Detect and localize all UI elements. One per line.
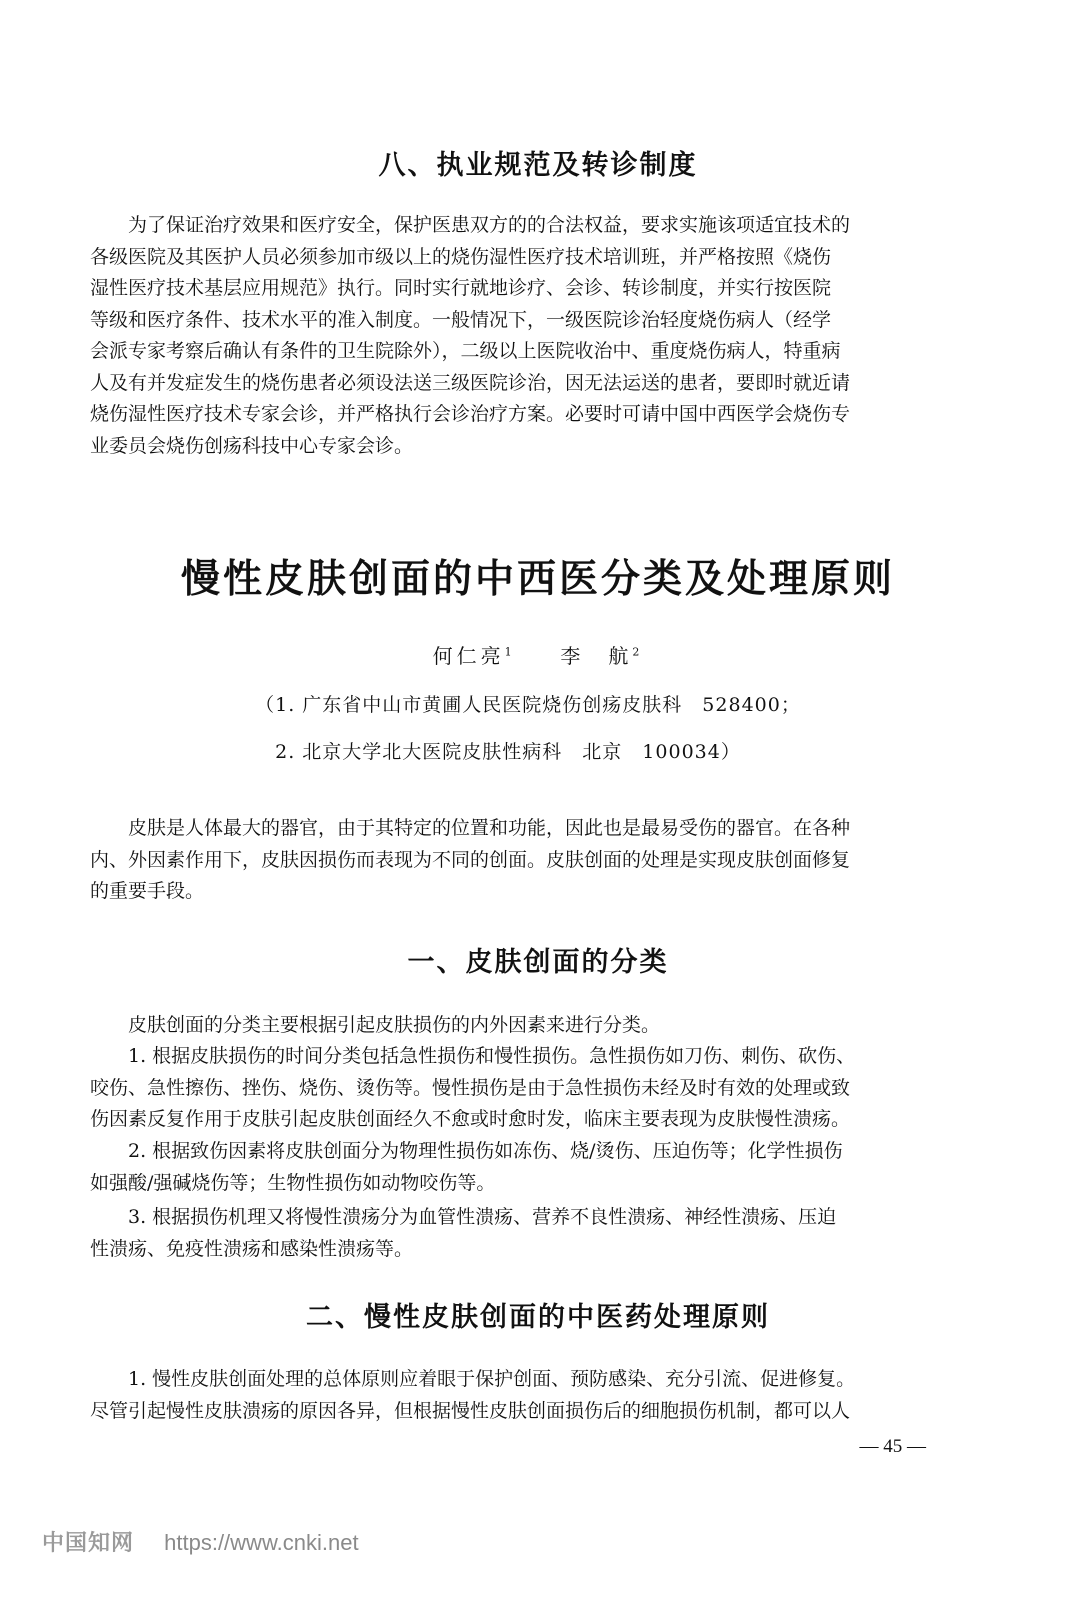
text-line: 咬伤、急性擦伤、挫伤、烧伤、烫伤等。慢性损伤是由于急性损伤未经及时有效的处理或致 <box>90 1076 851 1099</box>
page-number: — 45 — <box>859 1436 926 1457</box>
text-line: 内、外因素作用下，皮肤因损伤而表现为不同的创面。皮肤创面的处理是实现皮肤创面修复 <box>90 848 851 871</box>
section-heading-1: 一、皮肤创面的分类 <box>407 947 669 978</box>
section-2-item-1 <box>90 1364 930 1427</box>
text-line: 湿性医疗技术基层应用规范》执行。同时实行就地诊疗、会诊、转诊制度，并实行按医院 <box>90 277 832 299</box>
watermark-url: https://www.cnki.net <box>164 1530 359 1555</box>
section-heading-2: 二、慢性皮肤创面的中医药处理原则 <box>306 1302 770 1333</box>
section-1-paragraph <box>90 1010 930 1042</box>
text-line: 3. 根据损伤机理又将慢性溃疡分为血管性溃疡、营养不良性溃疡、神经性溃疡、压迫 <box>128 1206 837 1228</box>
text-line: 业委员会烧伤创疡科技中心专家会诊。 <box>90 434 414 457</box>
text-line: 皮肤是人体最大的器官，由于其特定的位置和功能，因此也是最易受伤的器官。在各种 <box>128 817 851 839</box>
intro-paragraph <box>90 813 930 908</box>
text-line: 的重要手段。 <box>90 880 205 902</box>
text-line: 人及有并发症发生的烧伤患者必须设法送三级医院诊治，因无法运送的患者，要即时就近请 <box>90 371 851 394</box>
section-1-item-1 <box>90 1041 930 1136</box>
section-1-item-3 <box>90 1202 930 1265</box>
text-line: 伤因素反复作用于皮肤引起皮肤创面经久不愈或时愈时发，临床主要表现为皮肤慢性溃疡。 <box>90 1108 851 1130</box>
text-line: 皮肤创面的分类主要根据引起皮肤损伤的内外因素来进行分类。 <box>128 1014 661 1036</box>
watermark-footer <box>42 1526 359 1557</box>
text-line: 性溃疡、免疫性溃疡和感染性溃疡等。 <box>90 1237 414 1260</box>
section-8-paragraph <box>90 210 930 462</box>
authors <box>0 640 1076 669</box>
author-name: 何仁亮 <box>432 644 505 668</box>
author-name: 李 航 <box>560 644 633 668</box>
text-line: 尽管引起慢性皮肤溃疡的原因各异，但根据慢性皮肤创面损伤后的细胞损伤机制，都可以人 <box>90 1399 851 1422</box>
text-line: 1. 慢性皮肤创面处理的总体原则应着眼于保护创面、预防感染、充分引流、促进修复。 <box>128 1368 856 1390</box>
affiliation-line: （1. 广东省中山市黄圃人民医院烧伤创疡皮肤科 528400； <box>255 694 801 716</box>
text-line: 2. 根据致伤因素将皮肤创面分为物理性损伤如冻伤、烧/烫伤、压迫伤等；化学性损伤 <box>128 1140 843 1162</box>
text-line: 各级医院及其医护人员必须参加市级以上的烧伤湿性医疗技术培训班，并严格按照《烧伤 <box>90 245 832 268</box>
text-line: 如强酸/强碱烧伤等；生物性损伤如动物咬伤等。 <box>90 1171 496 1194</box>
text-line: 会派专家考察后确认有条件的卫生院除外），二级以上医院收治中、重度烧伤病人，特重病 <box>90 340 841 362</box>
affiliation-marker: 1 <box>504 645 516 659</box>
section-heading-8: 八、执业规范及转诊制度 <box>378 150 698 181</box>
text-line: 1. 根据皮肤损伤的时间分类包括急性损伤和慢性损伤。急性损伤如刀伤、刺伤、砍伤、 <box>128 1045 856 1067</box>
article-title: 慢性皮肤创面的中西医分类及处理原则 <box>180 557 895 602</box>
section-1-item-2 <box>90 1136 930 1199</box>
affiliation-marker: 2 <box>632 645 644 659</box>
text-line: 为了保证治疗效果和医疗安全，保护医患双方的的合法权益，要求实施该项适宜技术的 <box>128 214 851 236</box>
affiliation-line: 2. 北京大学北大医院皮肤性病科 北京 100034） <box>275 741 741 763</box>
text-line: 烧伤湿性医疗技术专家会诊，并严格执行会诊治疗方案。必要时可请中国中西医学会烧伤专 <box>90 403 851 425</box>
text-line: 等级和医疗条件、技术水平的准入制度。一般情况下，一级医院诊治轻度烧伤病人（经学 <box>90 308 832 331</box>
watermark-brand: 中国知网 <box>42 1530 135 1555</box>
